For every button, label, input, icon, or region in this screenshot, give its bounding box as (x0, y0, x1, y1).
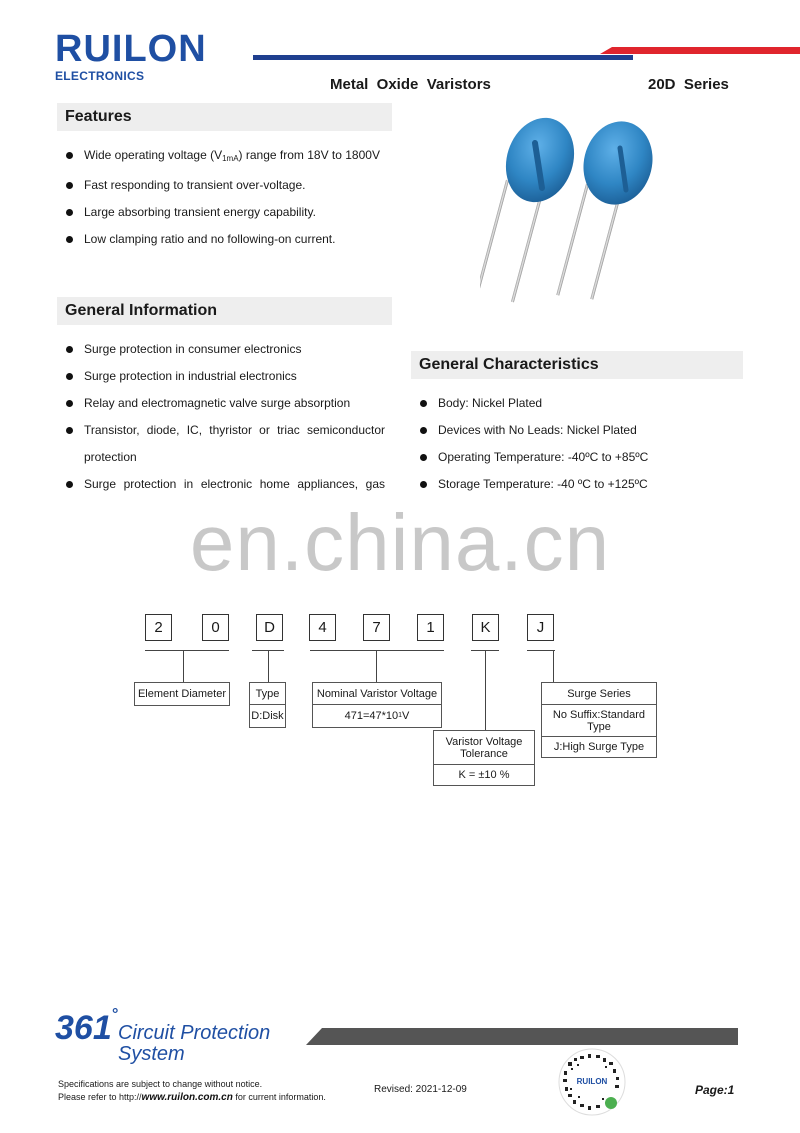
list-item: Body: Nickel Plated (411, 390, 741, 417)
surge-series-label: Surge Series (542, 683, 656, 705)
part-char: 7 (363, 614, 390, 641)
revised-date: Revised: 2021-12-09 (374, 1084, 467, 1095)
tolerance-value: K = ±10 % (458, 769, 510, 781)
part-char: K (472, 614, 499, 641)
list-item: Surge protection in consumer electronics (57, 336, 385, 363)
list-item-continuation: protection (84, 450, 137, 464)
document-series: 20D Series (648, 76, 729, 93)
brand-subtitle: ELECTRONICS (55, 69, 145, 83)
bracket-line (310, 650, 444, 651)
part-char: 4 (309, 614, 336, 641)
bracket-line (145, 650, 229, 651)
general-characteristics-list (411, 390, 741, 498)
brand-logo (55, 30, 207, 68)
type-label: Type (250, 683, 285, 705)
footer-note (58, 1078, 326, 1104)
connector-line (485, 650, 486, 730)
features-heading: Features (57, 103, 392, 131)
footer-gray-rule (306, 1028, 738, 1045)
type-value: D:Disk (251, 710, 284, 722)
varistor-product-image (480, 108, 680, 308)
general-information-list (57, 336, 385, 498)
nominal-voltage-box (312, 682, 442, 728)
footer-logo-degree: ° (112, 1006, 119, 1023)
page-number: Page:1 (695, 1083, 735, 1097)
list-item: Large absorbing transient energy capability. (57, 199, 397, 226)
list-item: Wide operating voltage $(V_{1mA})$ range from 18V to 1800V (57, 142, 397, 172)
nominal-voltage-label: Nominal Varistor Voltage (313, 683, 441, 705)
tolerance-box (433, 730, 535, 786)
features-list (57, 142, 397, 253)
connector-line (553, 650, 554, 682)
footer-logo-line-1: Circuit Protection (118, 1022, 271, 1044)
document-title: Metal Oxide Varistors (330, 76, 491, 93)
list-item: Surge protection in electronic home appliances, gas (57, 471, 385, 498)
part-char: J (527, 614, 554, 641)
connector-line (183, 650, 184, 682)
brand-name: RUILON (55, 28, 207, 70)
header-red-rule (600, 47, 800, 54)
general-characteristics-heading: General Characteristics (411, 351, 743, 379)
type-box (249, 682, 286, 728)
part-char: D (256, 614, 283, 641)
list-item: Operating Temperature: -40ºC to +85ºC (411, 444, 741, 471)
part-char: 1 (417, 614, 444, 641)
list-item: Surge protection in industrial electronics (57, 363, 385, 390)
qr-brand-label: RUILON (576, 1077, 608, 1086)
nominal-voltage-value: 471=47*10 1 V (344, 710, 410, 722)
watermark: en.china.cn (189, 498, 611, 587)
element-diameter-label: Element Diameter (134, 682, 230, 706)
surge-high-value: J:High Surge Type (553, 741, 645, 753)
website-link[interactable]: www.ruilon.com.cn (141, 1092, 233, 1103)
connector-line (268, 650, 269, 682)
tolerance-label: Varistor Voltage Tolerance (434, 731, 534, 765)
list-item: Devices with No Leads: Nickel Plated (411, 417, 741, 444)
footer-note-line-2: Please refer to http://www.ruilon.com.cn for current information. (58, 1092, 326, 1103)
part-char: 2 (145, 614, 172, 641)
footer-note-line-1: Specifications are subject to change without notice. (58, 1079, 263, 1089)
surge-series-box (541, 682, 657, 758)
connector-line (376, 650, 377, 682)
list-item: Low clamping ratio and no following-on current. (57, 226, 397, 253)
footer-logo-line-2: System (118, 1043, 185, 1065)
qr-code-icon[interactable] (558, 1048, 626, 1116)
list-item: Transistor, diode, IC, thyristor or triac semiconductor (57, 417, 385, 444)
list-item: Fast responding to transient over-voltage. (57, 172, 397, 199)
list-item: Relay and electromagnetic valve surge absorption (57, 390, 385, 417)
footer-logo-number: 361 (55, 1009, 112, 1047)
part-char: 0 (202, 614, 229, 641)
footer-logo-text (118, 1023, 270, 1065)
list-item: Storage Temperature: -40 ºC to +125ºC (411, 471, 741, 498)
bracket-line (527, 650, 555, 651)
general-information-heading: General Information (57, 297, 392, 325)
header-blue-rule (253, 55, 633, 60)
surge-standard-value: No Suffix:Standard Type (542, 705, 656, 737)
